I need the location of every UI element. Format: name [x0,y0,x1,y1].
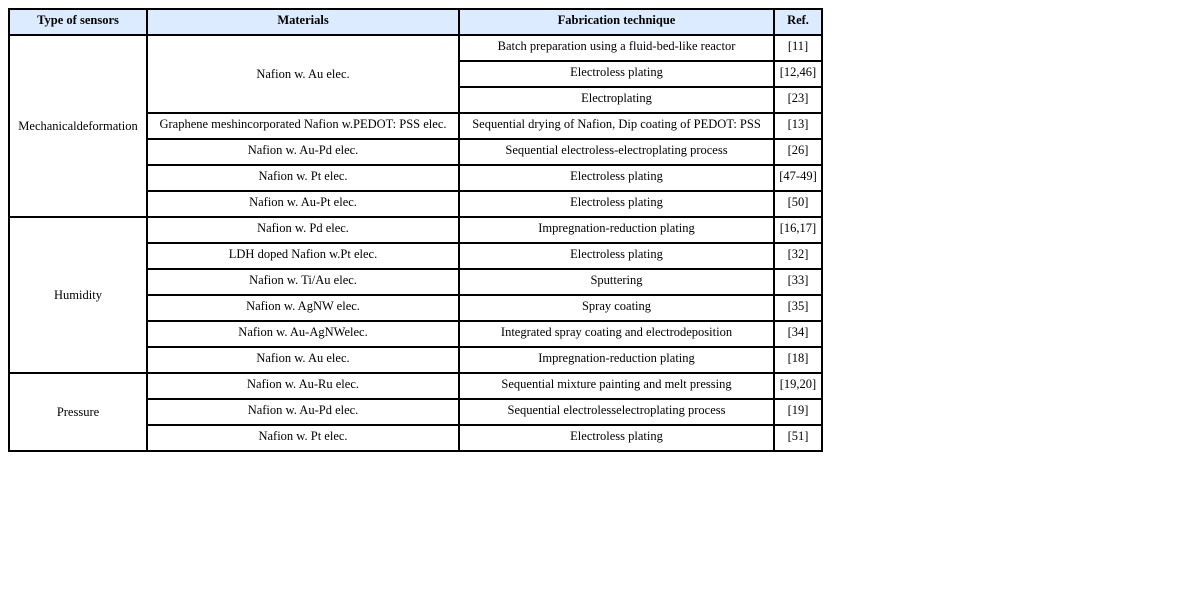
header-row [9,9,822,35]
technique-cell: Batch preparation using a fluid-bed-like reactor [459,35,774,61]
material-cell: Nafion w. Ti/Au elec. [147,269,459,295]
material-cell: Nafion w. Au elec. [147,347,459,373]
material-cell: Nafion w. Au-Pt elec. [147,191,459,217]
technique-cell: Electroless plating [459,191,774,217]
technique-cell: Impregnation-reduction plating [459,217,774,243]
table-row [9,217,822,243]
ref-cell: [11] [774,35,822,61]
header-materials: Materials [147,9,459,35]
technique-cell: Sequential electrolesselectroplating process [459,399,774,425]
material-cell: LDH doped Nafion w.Pt elec. [147,243,459,269]
material-cell: Nafion w. Pt elec. [147,425,459,451]
material-cell: Nafion w. Au-Ru elec. [147,373,459,399]
ref-cell: [12,46] [774,61,822,87]
technique-cell: Sequential mixture painting and melt pressing [459,373,774,399]
technique-cell: Electroless plating [459,165,774,191]
ref-cell: [19] [774,399,822,425]
technique-cell: Sequential electroless-electroplating process [459,139,774,165]
material-cell: Nafion w. Au elec. [147,35,459,113]
technique-cell: Sequential drying of Nafion, Dip coating of PEDOT: PSS [459,113,774,139]
ref-cell: [16,17] [774,217,822,243]
ref-cell: [34] [774,321,822,347]
technique-cell: Electroplating [459,87,774,113]
table-row [9,35,822,61]
sensor-type-cell: Humidity [9,217,147,373]
technique-cell: Electroless plating [459,243,774,269]
material-cell: Nafion w. Pd elec. [147,217,459,243]
ref-cell: [19,20] [774,373,822,399]
ref-cell: [35] [774,295,822,321]
sensor-type-cell: Pressure [9,373,147,451]
table-body [9,35,822,451]
technique-cell: Spray coating [459,295,774,321]
ref-cell: [50] [774,191,822,217]
header-type-of-sensors: Type of sensors [9,9,147,35]
material-cell: Nafion w. Au-Pd elec. [147,399,459,425]
ref-cell: [23] [774,87,822,113]
technique-cell: Sputtering [459,269,774,295]
material-cell: Nafion w. Au-Pd elec. [147,139,459,165]
sensor-type-cell: Mechanicaldeformation [9,35,147,217]
material-cell: Nafion w. Pt elec. [147,165,459,191]
technique-cell: Integrated spray coating and electrodeposition [459,321,774,347]
header-ref: Ref. [774,9,822,35]
material-cell: Nafion w. AgNW elec. [147,295,459,321]
table-row [9,373,822,399]
technique-cell: Impregnation-reduction plating [459,347,774,373]
ref-cell: [47-49] [774,165,822,191]
ref-cell: [51] [774,425,822,451]
ref-cell: [33] [774,269,822,295]
technique-cell: Electroless plating [459,61,774,87]
technique-cell: Electroless plating [459,425,774,451]
sensor-fabrication-table [8,8,823,452]
ref-cell: [32] [774,243,822,269]
material-cell: Graphene meshincorporated Nafion w.PEDOT: PSS elec. [147,113,459,139]
material-cell: Nafion w. Au-AgNWelec. [147,321,459,347]
ref-cell: [13] [774,113,822,139]
ref-cell: [18] [774,347,822,373]
ref-cell: [26] [774,139,822,165]
header-fabrication-technique: Fabrication technique [459,9,774,35]
